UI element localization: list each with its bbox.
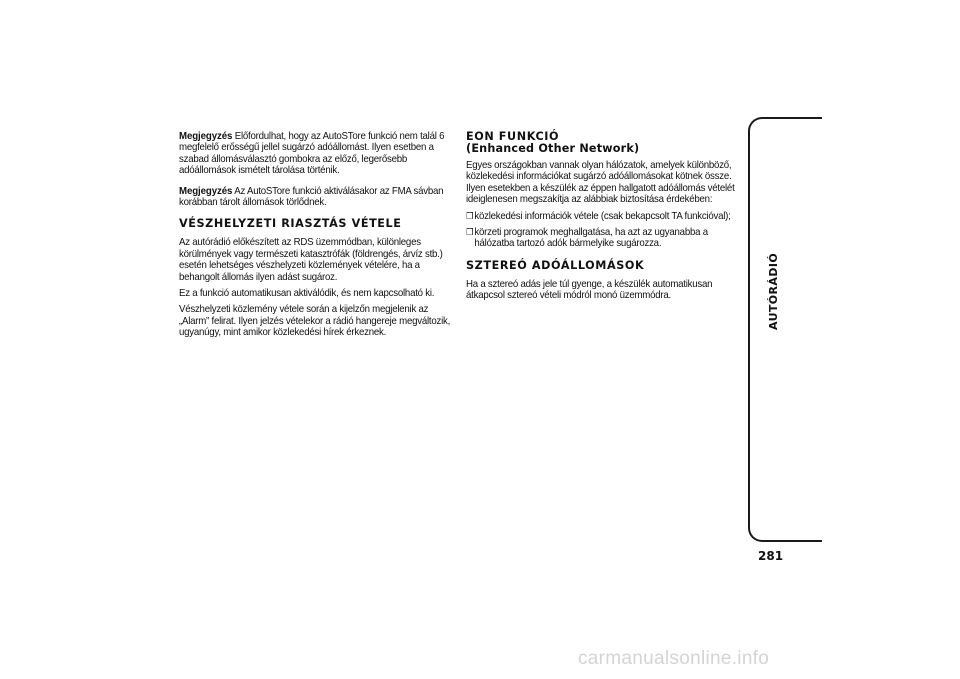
- note-label: Megjegyzés: [179, 185, 233, 197]
- note-paragraph-fma: [179, 186, 451, 209]
- body-paragraph: Egyes országokban vannak olyan hálózatok, amelyek különböző, közlekedési információkat sugárzó adóállomásokat kötnek össze. Ilyen esetekben a készülék az éppen hallgatott adóállomás vételét ideiglenesen megszakítja az alábbiak biztosítása érdekében:: [466, 160, 735, 206]
- note-paragraph-autostore: [179, 131, 451, 177]
- bullet-item: [466, 211, 738, 222]
- section-heading-emergency: VÉSZHELYZETI RIASZTÁS VÉTELE: [179, 217, 402, 231]
- body-paragraph: Az autórádió előkészített az RDS üzemmódban, különleges körülmények vagy természeti katasztrófák (földrengés, árvíz stb.) esetén lehetséges vészhelyzeti közlemények vételére, ha a behangolt állomás ilyen adást sugároz.: [179, 237, 443, 283]
- eon-heading-subtitle: (Enhanced Other Network): [466, 142, 640, 155]
- chapter-label: AUTÓRÁDIÓ: [767, 252, 780, 330]
- eon-heading-title: EON FUNKCIÓ: [466, 130, 560, 143]
- side-tab-frame: [748, 117, 822, 542]
- watermark: carmanualsonline.info: [578, 648, 770, 669]
- checkbox-bullet-icon: ❒: [466, 227, 474, 238]
- right-column: [466, 131, 738, 302]
- bullet-text: körzeti programok meghallgatása, ha azt az ugyanabba a hálózatba tartozó adók bármelyike sugározza.: [474, 227, 708, 250]
- section-heading-eon: [466, 131, 738, 155]
- note-label: Megjegyzés: [179, 131, 233, 142]
- left-column: [179, 131, 451, 339]
- body-paragraph: Vészhelyzeti közlemény vétele során a kijelzőn megjelenik az „Alarm” felirat. Ilyen jelzés vételekor a rádió hangereje megváltozik, ugyanúgy, mint amikor közlekedési hírek érkeznek.: [179, 304, 451, 339]
- body-paragraph: Ha a sztereó adás jele túl gyenge, a készülék automatikusan átkapcsol sztereó vételi módról monó üzemmódra.: [466, 278, 713, 302]
- bullet-item: [466, 227, 738, 250]
- bullet-text: közlekedési információk vétele (csak bekapcsolt TA funkcióval);: [474, 210, 731, 222]
- note-text: Előfordulhat, hogy az AutoSTore funkció nem talál 6 megfelelő erősségű jellel sugárzó adóállomást. Ilyen esetben a szabad állomásválasztó gombokra az előző, legerősebb adóállomások ismételt tárolása történik.: [179, 131, 445, 177]
- body-paragraph: Ez a funkció automatikusan aktiválódik, és nem kapcsolható ki.: [179, 288, 435, 300]
- checkbox-bullet-icon: ❒: [466, 210, 474, 221]
- note-text: Az AutoSTore funkció aktiválásakor az FMA sávban korábban tárolt állomások törlődnek.: [179, 185, 444, 209]
- page-number: 281: [758, 549, 784, 563]
- section-heading-stereo: SZTEREÓ ADÓÁLLOMÁSOK: [466, 258, 645, 272]
